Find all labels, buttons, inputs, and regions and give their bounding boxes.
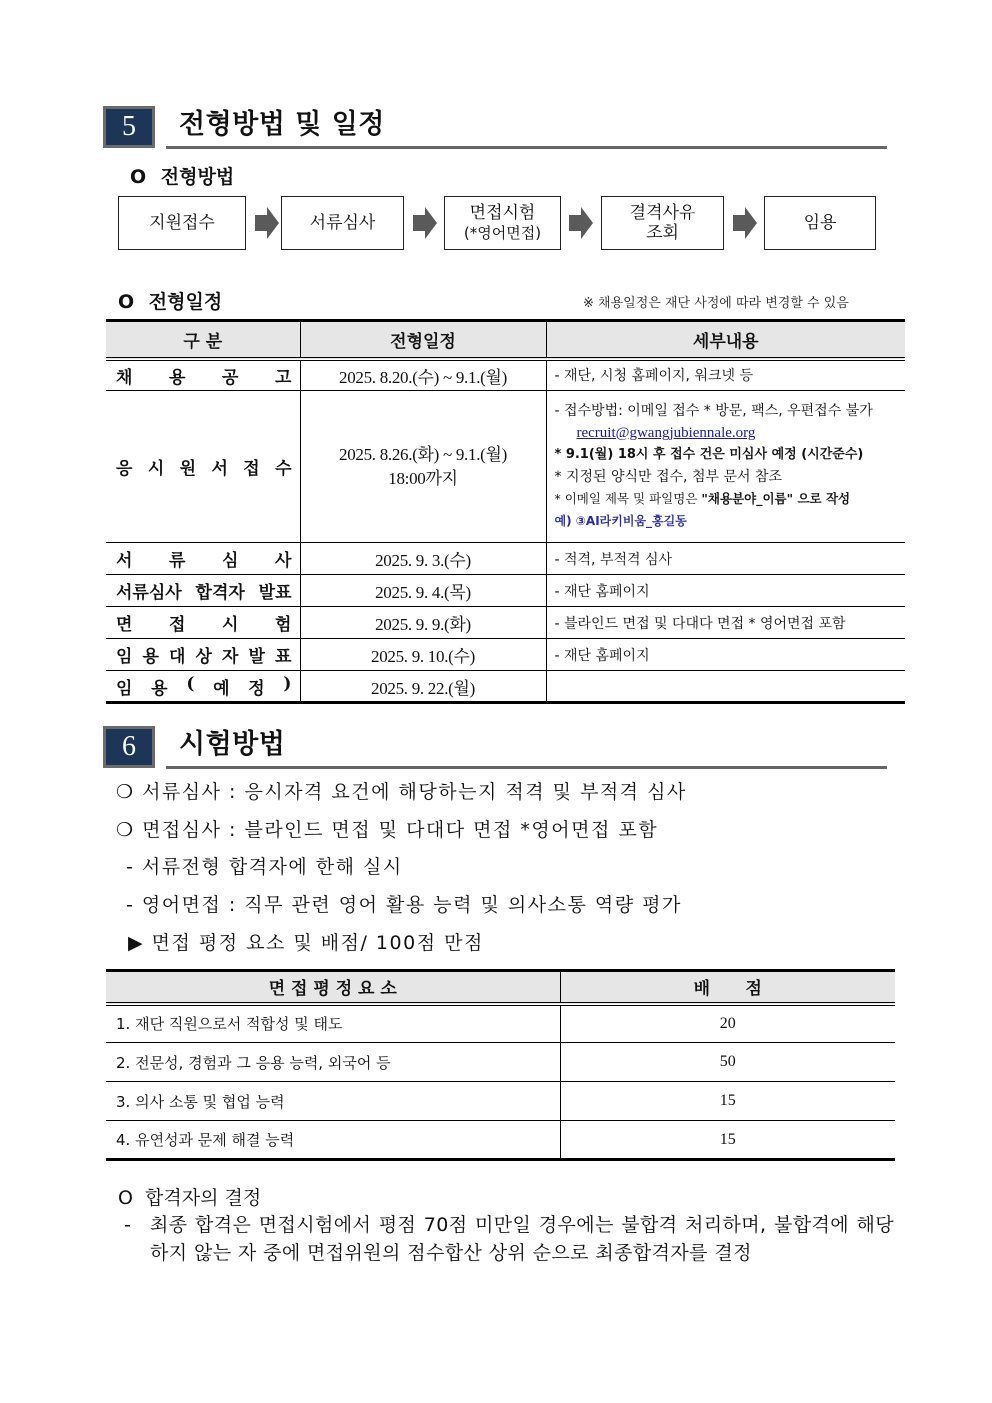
criteria-cell: 3. 의사 소통 및 협업 능력 bbox=[106, 1082, 560, 1121]
points-cell: 50 bbox=[560, 1043, 895, 1082]
row-label bbox=[106, 607, 300, 639]
title-underline bbox=[166, 766, 887, 769]
header-criteria: 면 접 평 정 요 소 bbox=[106, 971, 560, 1004]
header-category: 구 분 bbox=[106, 321, 300, 359]
schedule-note: ※ 채용일정은 재단 사정에 따라 변경할 수 있음 bbox=[583, 296, 849, 311]
table-row bbox=[106, 1082, 895, 1121]
table-row bbox=[106, 1004, 895, 1043]
label-spaced: 응 시 원 서 접 수 bbox=[116, 459, 292, 479]
criteria-cell: 2. 전문성, 경험과 그 응용 능력, 외국어 등 bbox=[106, 1043, 560, 1082]
dash-bullet: - bbox=[124, 1214, 132, 1236]
table-row bbox=[106, 671, 905, 703]
header-schedule: 전형일정 bbox=[300, 321, 546, 359]
label-spaced: 서류심사 합격자 발표 bbox=[116, 583, 292, 603]
row-date: 2025. 9. 22.(월) bbox=[300, 671, 546, 703]
row-date: 2025. 8.20.(수) ~ 9.1.(월) bbox=[300, 359, 546, 391]
section-title: 전형방법 및 일정 bbox=[179, 109, 385, 140]
table-header-row bbox=[106, 971, 895, 1004]
step-label: 임용 bbox=[803, 213, 837, 233]
row-date: 2025. 9. 9.(화) bbox=[300, 607, 546, 639]
label-spaced: 서 류 심 사 bbox=[116, 551, 292, 571]
deadline-warning: * 9.1(월) 18시 후 접수 건은 미심사 예정 (시간준수) bbox=[554, 446, 864, 462]
section-title: 시험방법 bbox=[179, 729, 286, 760]
table-row bbox=[106, 1043, 895, 1082]
points-cell: 20 bbox=[560, 1004, 895, 1043]
naming-note: * 이메일 제목 및 파일명은 "채용분야_이름" 으로 작성 bbox=[554, 490, 851, 506]
step-label: 서류심사 bbox=[309, 213, 376, 233]
submission-method: - 접수방법: 이메일 접수 * 방문, 팩스, 우편접수 불가 bbox=[554, 402, 873, 419]
table-row bbox=[106, 391, 905, 543]
row-detail: - 재단 홈페이지 bbox=[546, 575, 905, 607]
interview-eligibility-note: - 서류전형 합격자에 한해 실시 bbox=[126, 856, 403, 878]
row-detail: - 재단 홈페이지 bbox=[546, 639, 905, 671]
row-label bbox=[106, 639, 300, 671]
flow-step-document bbox=[281, 196, 404, 250]
arrow-right-icon bbox=[733, 207, 757, 239]
naming-example: 예) ③AI라키비움_홍길동 bbox=[554, 513, 687, 528]
step-label-2: 조회 bbox=[646, 223, 679, 243]
row-label bbox=[106, 575, 300, 607]
section-number-badge: 6 bbox=[103, 726, 155, 768]
schedule-table bbox=[106, 319, 905, 704]
header-points: 배 점 bbox=[560, 971, 895, 1004]
criteria-cell: 1. 재단 직원으로서 적합성 및 태도 bbox=[106, 1004, 560, 1043]
schedule-title: 전형일정 bbox=[148, 291, 223, 313]
flow-step-appointment bbox=[764, 196, 876, 250]
scoring-heading: ▶ 면접 평정 요소 및 배점/ 100점 만점 bbox=[128, 932, 484, 954]
table-row bbox=[106, 639, 905, 671]
label-spaced: 채 용 공 고 bbox=[116, 367, 292, 388]
flow-step-interview bbox=[444, 196, 561, 250]
table-row bbox=[106, 543, 905, 575]
form-note: * 지정된 양식만 접수, 첨부 문서 참조 bbox=[554, 468, 782, 485]
row-detail bbox=[546, 671, 905, 703]
header-details: 세부내용 bbox=[546, 321, 905, 359]
interview-review-item: ❍ 면접심사 : 블라인드 면접 및 다대다 면접 *영어면접 포함 bbox=[116, 819, 659, 841]
flow-step-apply bbox=[118, 196, 246, 250]
row-detail: - 적격, 부적격 심사 bbox=[546, 543, 905, 575]
row-label bbox=[106, 543, 300, 575]
points-cell: 15 bbox=[560, 1121, 895, 1160]
row-date: 2025. 9. 10.(수) bbox=[300, 639, 546, 671]
table-row bbox=[106, 575, 905, 607]
label-spaced: 임 용 대 상 자 발 표 bbox=[116, 647, 292, 667]
label-spaced: 임 용 ( 예 정 ) bbox=[116, 673, 292, 699]
row-date: 2025. 9. 4.(목) bbox=[300, 575, 546, 607]
row-label bbox=[106, 671, 300, 703]
row-date bbox=[300, 391, 546, 543]
row-date: 2025. 9. 3.(수) bbox=[300, 543, 546, 575]
date-range: 2025. 8.26.(화) ~ 9.1.(월) bbox=[339, 444, 507, 464]
date-deadline: 18:00까지 bbox=[388, 468, 458, 488]
final-decision-text: 최종 합격은 면접시험에서 평점 70점 미만일 경우에는 불합격 처리하며, 불합격에 해당하지 않는 자 중에 면접위원의 점수합산 상위 순으로 최종합격자를 결정 bbox=[150, 1214, 894, 1264]
section-5-header bbox=[103, 106, 887, 150]
label-spaced: 면 접 시 험 bbox=[116, 615, 292, 635]
step-label: 면접시험 bbox=[469, 203, 536, 223]
title-underline bbox=[166, 146, 887, 149]
english-interview-note: - 영어면접 : 직무 관련 영어 활용 능력 및 의사소통 역량 평가 bbox=[126, 894, 682, 916]
arrow-right-icon bbox=[413, 207, 437, 239]
section-6-header bbox=[103, 726, 887, 770]
step-label: 지원접수 bbox=[149, 213, 215, 233]
circle-bullet-icon: O bbox=[130, 166, 147, 188]
row-detail bbox=[546, 391, 905, 543]
section-number-badge: 5 bbox=[103, 106, 155, 148]
points-cell: 15 bbox=[560, 1082, 895, 1121]
step-sublabel: (*영어면접) bbox=[463, 224, 542, 242]
interview-score-table bbox=[106, 969, 895, 1161]
step-label: 결격사유 bbox=[629, 203, 696, 223]
circle-bullet-icon: O bbox=[118, 291, 135, 313]
document-review-item: ❍ 서류심사 : 응시자격 요건에 해당하는지 적격 및 부적격 심사 bbox=[116, 781, 687, 803]
email-link[interactable]: recruit@gwangjubiennale.org bbox=[576, 424, 756, 441]
row-detail: - 재단, 시청 홈페이지, 워크넷 등 bbox=[546, 359, 905, 391]
method-title: 전형방법 bbox=[160, 166, 235, 188]
final-decision-body bbox=[124, 1211, 894, 1267]
row-detail: - 블라인드 면접 및 다대다 면접 * 영어면접 포함 bbox=[546, 607, 905, 639]
table-row bbox=[106, 1121, 895, 1160]
method-heading bbox=[130, 162, 234, 189]
schedule-heading bbox=[118, 287, 222, 314]
flow-step-disqualification-check bbox=[601, 196, 724, 250]
row-label bbox=[106, 391, 300, 543]
table-row bbox=[106, 607, 905, 639]
table-header-row bbox=[106, 321, 905, 359]
table-row bbox=[106, 359, 905, 391]
arrow-right-icon bbox=[255, 207, 279, 239]
criteria-cell: 4. 유연성과 문제 해결 능력 bbox=[106, 1121, 560, 1160]
row-label bbox=[106, 359, 300, 391]
final-decision-heading: O 합격자의 결정 bbox=[118, 1187, 262, 1209]
arrow-right-icon bbox=[569, 207, 593, 239]
